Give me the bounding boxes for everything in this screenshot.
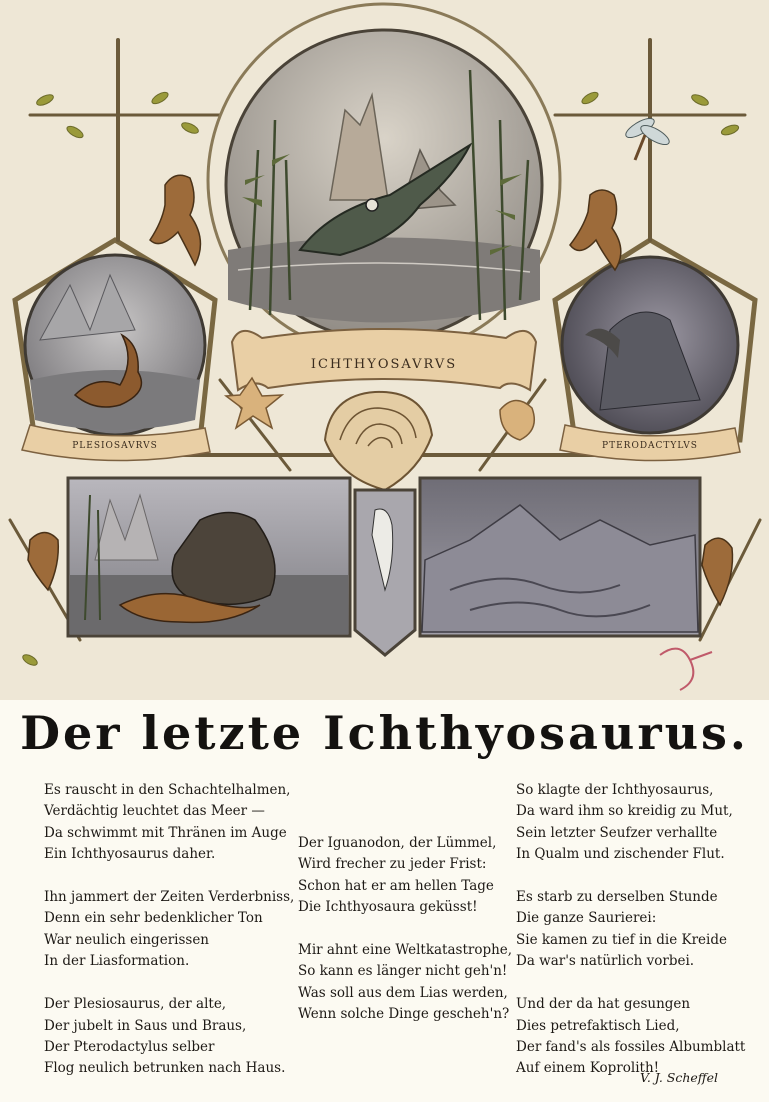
poem-column-2 [298,833,512,1047]
center-panel [355,490,415,655]
verse-line: Mir ahnt eine Weltkatastrophe, [298,942,513,959]
verse-line: Der Plesiosaurus, der alte, [44,996,227,1013]
verse-line: So kann es länger nicht geh'n! [298,963,508,980]
verse-line: Der fand's als fossiles Albumblatt [516,1038,746,1055]
verse-line: Wenn solche Dinge gescheh'n? [298,1006,510,1023]
stanza [44,780,294,865]
verse-line: Die ganze Saurierei: [516,910,657,927]
verse-line: Die Ichthyosaura geküsst! [298,898,478,915]
poem-column-3 [516,780,745,1102]
verse-line: Der Iguanodon, der Lümmel, [298,835,497,851]
author-signature: V. J. Scheffel [640,1070,719,1085]
verse-line: War neulich eingerissen [44,931,209,948]
stanza [516,780,745,865]
verse-line: In der Liasformation. [44,953,190,970]
verse-line: Denn ein sehr bedenklicher Ton [44,910,263,927]
verse-line: In Qualm und zischender Flut. [516,845,725,862]
verse-line: Es starb zu derselben Stunde [516,889,718,906]
verse-line: Sein letzter Seufzer verhallte [516,824,718,841]
verse-line: Es rauscht in den Schachtelhalmen, [44,782,291,798]
banner-label-main: ICHTHYOSAVRVS [310,357,458,372]
verse-line: Da war's natürlich vorbei. [516,953,695,970]
verse-line: Da schwimmt mit Thränen im Auge [44,824,287,841]
banner-label-left: PLESIOSAVRVS [72,441,158,451]
verse-line: Verdächtig leuchtet das Meer — [44,803,265,820]
verse-line: Ihn jammert der Zeiten Verderbniss, [44,889,295,906]
poem-column-1 [44,780,294,1102]
poem-title: Der letzte Ichthyosaurus. [20,706,749,760]
stanza [516,994,745,1079]
verse-line: Ein Ichthyosaurus daher. [44,845,216,862]
fight-vignette [68,478,350,636]
verse-line: Der jubelt in Saus und Braus, [44,1017,247,1034]
banner-label-right: PTERODACTYLVS [602,441,698,451]
verse-line: So klagte der Ichthyosaurus, [516,782,714,798]
verse-line: Dies petrefaktisch Lied, [516,1017,680,1034]
verse-line: Und der da hat gesungen [516,996,691,1013]
verse-line: Schon hat er am hellen Tage [298,877,494,894]
poem-area [0,700,769,1102]
stanza [44,887,294,972]
verse-line: Wird frecher zu jeder Frist: [298,856,487,873]
verse-line: Da ward ihm so kreidig zu Mut, [516,803,733,820]
verse-line: Flog neulich betrunken nach Haus. [44,1060,286,1077]
stanza [44,994,294,1079]
verse-line: Der Pterodactylus selber [44,1038,215,1055]
verse-line: Sie kamen zu tief in die Kreide [516,931,727,948]
stanza [298,940,512,1025]
rocks-vignette [420,478,700,636]
verse-line: Was soll aus dem Lias werden, [298,984,508,1001]
stanza [298,833,512,918]
verse-line: Auf einem Koprolith! [516,1060,660,1077]
stanza [516,887,745,972]
